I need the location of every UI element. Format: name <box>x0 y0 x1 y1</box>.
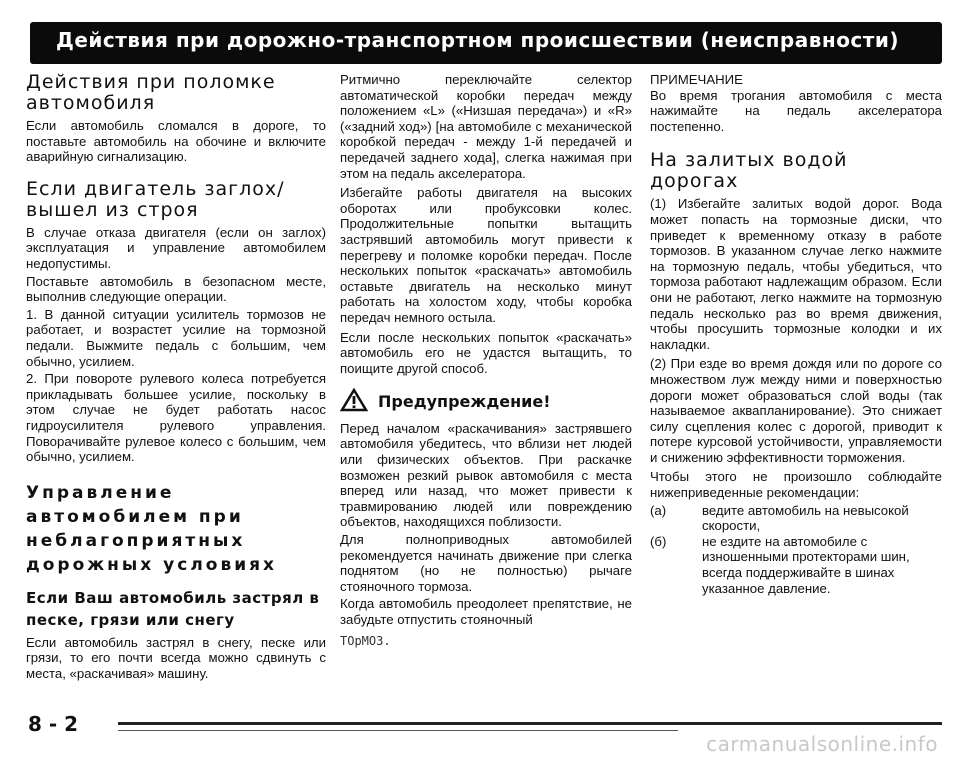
paragraph: 2. При повороте рулевого колеса потребуется прикладывать большее усилие, поскольку в этом случае не будет работать насос гидроусилителя рулевого управления. Поворачивайте рулевое колесо с большим, чем обычно, усилием. <box>26 371 326 465</box>
section-title-breakdown: Действия при поломке автомобиля <box>26 71 276 114</box>
paragraph: Если после нескольких попыток «раскачать» автомобиль его не удастся вытащить, то поищите другой способ. <box>340 329 632 376</box>
section-title-flooded: На залитых водой дорогах <box>650 149 848 193</box>
paragraph: Перед началом «раскачивания» застрявшего автомобиля убедитесь, что вблизи нет людей или физических объектов. При раскачке возможен резкий рывок автомобиля с места вперед или назад, что может привести к травмированию людей или повреждению объектов, находящихся поблизости. <box>340 420 632 530</box>
paragraph: Когда автомобиль преодолеет препятствие, не забудьте отпустить стояночный <box>340 596 632 627</box>
column-left <box>26 72 326 683</box>
list-label: (б) <box>650 533 667 549</box>
warning-icon <box>340 388 368 415</box>
warning-title: Предупреждение! <box>378 391 551 411</box>
paragraph: Если автомобиль сломался в дороге, то поставьте автомобиль на обочине и включите аварийную сигнализацию. <box>26 118 326 165</box>
list-item <box>650 534 942 596</box>
paragraph: Чтобы этого не произошло соблюдайте нижеприведенные рекомендации: <box>650 469 942 501</box>
page-number: 8 - 2 <box>28 712 79 736</box>
code-text: TOpMO3. <box>340 633 391 648</box>
list-item <box>650 503 942 534</box>
section-title-adverse: Управление автомобилем при неблагоприятных дорожных условиях <box>26 482 278 575</box>
subsection-title-stuck: Если Ваш автомобиль застрял в песке, грязи или снегу <box>26 588 320 629</box>
list-text: не ездите на автомобиле с изношенными протекторами шин, всегда поддерживайте в шинах указанное давление. <box>702 533 910 596</box>
column-right <box>650 72 942 596</box>
paragraph: Ритмично переключайте селектор автоматической коробки передач между положением «L» («Низшая передача») и «R» («задний ход») [на автомобиле с механической коробкой передач - между 1-й передачей и передачей заднего хода], слегка нажимая при этом на педаль акселератора. <box>340 72 632 181</box>
paragraph: 1. В данной ситуации усилитель тормозов не работает, и возрастет усилие на тормозной педали. Выжмите педаль с большим, чем обычно, усилием. <box>26 306 326 369</box>
paragraph: Для полноприводных автомобилей рекомендуется начинать движение при слегка поднятом (но не полностью) рычаге стояночного тормоза. <box>340 532 632 594</box>
footer-divider-thin <box>118 730 678 731</box>
note-text: Во время трогания автомобиля с места нажимайте на педаль акселератора постепенно. <box>650 87 942 134</box>
page-title: Действия при дорожно-транспортном происшествии (неисправности) <box>56 28 900 52</box>
footer-divider <box>118 722 942 725</box>
watermark: carmanualsonline.info <box>706 732 938 756</box>
note-title: ПРИМЕЧАНИЕ <box>650 72 743 87</box>
paragraph: Поставьте автомобиль в безопасном месте, выполнив следующие операции. <box>26 273 326 305</box>
paragraph: В случае отказа двигателя (если он заглох) эксплуатация и управление автомобилем недопустимы. <box>26 224 326 271</box>
paragraph: (1) Избегайте залитых водой дорог. Вода может попасть на тормозные диски, что приведет к временному отказу в работе тормозов. В указанном случае легко нажмите на тормозную педаль, чтобы убедиться, что тормоза работают надлежащим образом. Если они не работают, легко нажмите на тормозную педаль несколько раз во время движения, чтобы просушить тормозные колодки и их накладки. <box>650 196 942 352</box>
column-middle <box>340 72 632 649</box>
paragraph: (2) При езде во время дождя или по дороге со множеством луж между ними и поверхностью дороги может образоваться слой воды (так называемое аквапланирование). Это снижает силу сцепления колес с дорогой, приводит к потере курсовой устойчивости, управляемости и снижению эффективности торможения. <box>650 356 942 465</box>
list-text: ведите автомобиль на невысокой скорости, <box>702 502 909 534</box>
warning-heading <box>340 388 632 415</box>
list-label: (а) <box>650 502 667 518</box>
header-banner <box>30 22 942 64</box>
paragraph: Если автомобиль застрял в снегу, песке или грязи, то его почти всегда можно сдвинуть с места, «раскачивая» машину. <box>26 634 326 681</box>
section-title-engine: Если двигатель заглох/вышел из строя <box>26 177 285 221</box>
paragraph: Избегайте работы двигателя на высоких оборотах или пробуксовки колес. Продолжительные попытки вытащить застрявший автомобиль могут привести к перегреву и поломке коробки передач. После нескольких попыток «раскачать» автомобиль оставьте двигатель на несколько минут работать на холостом ходу, чтобы коробка передач немного остыла. <box>340 185 632 325</box>
